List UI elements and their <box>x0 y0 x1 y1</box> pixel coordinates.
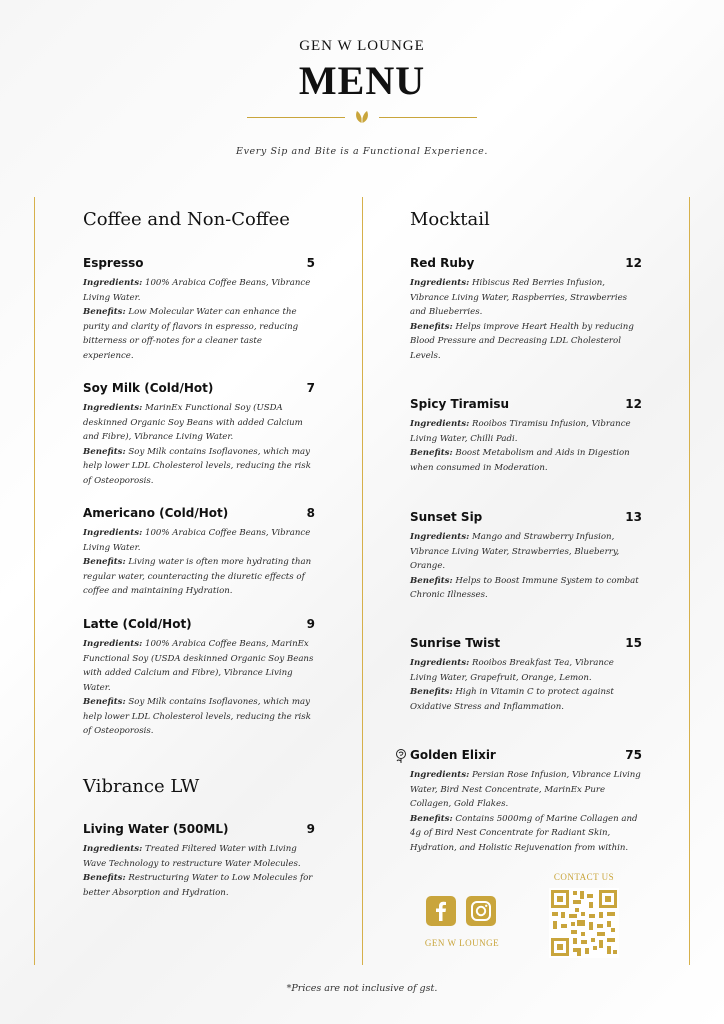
benefits-label: Benefits: <box>410 448 453 458</box>
item-price: 9 <box>306 822 315 836</box>
section-title-vibrance: Vibrance LW <box>83 776 200 797</box>
ingredients-text: 100% Arabica Coffee Beans, Vibrance Living Water. <box>83 528 311 553</box>
leaf-icon <box>352 109 372 125</box>
brand-name: GEN W LOUNGE <box>299 38 425 54</box>
benefits-label: Benefits: <box>83 446 126 457</box>
divider-center <box>362 197 363 965</box>
item-price: 13 <box>625 510 642 524</box>
divider-left <box>34 197 35 965</box>
ingredients-text: MarinEx Functional Soy (USDA deskinned Organic Soy Beans with added Calcium and Fibre), Vibrance Living Water. <box>83 403 303 442</box>
menu-item <box>410 748 642 855</box>
benefits-text: Restructuring Water to Low Molecules for better Absorption and Hydration. <box>83 873 313 898</box>
item-description <box>410 530 642 603</box>
menu-item <box>83 506 315 599</box>
benefits-label: Benefits: <box>83 557 126 567</box>
ingredients-label: Ingredients: <box>410 658 470 668</box>
benefits-label: Benefits: <box>83 873 126 883</box>
item-name: Red Ruby <box>410 256 475 270</box>
item-price: 12 <box>625 256 642 270</box>
item-description <box>83 637 315 739</box>
item-description <box>83 842 315 900</box>
divider-right <box>689 197 690 965</box>
section-title-mocktail: Mocktail <box>410 209 490 230</box>
tagline: Every Sip and Bite is a Functional Experience. <box>236 146 488 157</box>
facebook-icon[interactable] <box>426 896 456 926</box>
ingredients-label: Ingredients: <box>83 844 143 854</box>
benefits-label: Benefits: <box>410 687 453 697</box>
benefits-label: Benefits: <box>410 813 453 824</box>
ingredients-text: Persian Rose Infusion, Vibrance Living Water, Bird Nest Concentrate, MarinEx Pure Collagen, Gold Flakes. <box>410 770 641 809</box>
benefits-label: Benefits: <box>410 321 453 332</box>
item-description <box>83 526 315 599</box>
item-description <box>83 276 315 363</box>
benefits-text: Soy Milk contains Isoflavones, which may help lower LDL Cholesterol levels, reducing the risk of Osteoporosis. <box>83 446 311 486</box>
item-name: Americano (Cold/Hot) <box>83 506 229 520</box>
item-price: 12 <box>625 397 642 411</box>
footnote: *Prices are not inclusive of gst. <box>286 983 438 994</box>
benefits-label: Benefits: <box>83 307 126 317</box>
benefits-label: Benefits: <box>83 697 126 707</box>
ingredients-label: Ingredients: <box>83 278 143 288</box>
item-price: 15 <box>625 636 642 650</box>
item-name: Soy Milk (Cold/Hot) <box>83 381 214 395</box>
item-name: Sunrise Twist <box>410 636 501 650</box>
ingredients-text: 100% Arabica Coffee Beans, Vibrance Living Water. <box>83 278 311 303</box>
footer-brand: GEN W LOUNGE <box>424 938 500 948</box>
ingredients-label: Ingredients: <box>83 528 143 538</box>
benefits-text: Contains 5000mg of Marine Collagen and 4g of Bird Nest Concentrate for Radiant Skin, Hydration, and Holistic Rejuvenation from within. <box>410 813 638 853</box>
item-name: Living Water (500ML) <box>83 822 229 836</box>
benefits-text: High in Vitamin C to protect against Oxidative Stress and Inflammation. <box>410 687 614 712</box>
qr-code[interactable] <box>549 888 619 958</box>
benefits-text: Soy Milk contains Isoflavones, which may help lower LDL Cholesterol levels, reducing the risk of Osteoporosis. <box>83 697 311 736</box>
menu-item <box>410 256 642 363</box>
benefits-text: Helps improve Heart Health by reducing Blood Pressure and Decreasing LDL Cholesterol Levels. <box>410 321 634 361</box>
ingredients-label: Ingredients: <box>410 770 470 780</box>
item-description <box>410 417 642 475</box>
item-price: 8 <box>306 506 315 520</box>
benefits-text: Helps to Boost Immune System to combat Chronic Illnesses. <box>410 575 639 600</box>
page-title: MENU <box>298 58 426 103</box>
item-name: Golden Elixir <box>410 748 496 762</box>
benefits-label: Benefits: <box>410 575 453 586</box>
item-description <box>83 401 315 488</box>
ingredients-label: Ingredients: <box>410 419 470 429</box>
ingredients-text: Rooibos Breakfast Tea, Vibrance Living Water, Grapefruit, Orange, Lemon. <box>410 658 614 683</box>
section-title-coffee: Coffee and Non-Coffee <box>83 209 290 230</box>
item-price: 9 <box>306 617 315 631</box>
rose-icon <box>394 748 408 764</box>
item-description <box>410 276 642 363</box>
ingredients-label: Ingredients: <box>83 639 143 649</box>
menu-item <box>410 397 642 475</box>
menu-item <box>83 617 315 739</box>
menu-header <box>0 38 724 125</box>
menu-item <box>410 510 642 603</box>
instagram-icon[interactable] <box>466 896 496 926</box>
item-name: Espresso <box>83 256 144 270</box>
item-name: Latte (Cold/Hot) <box>83 617 192 631</box>
ingredients-text: 100% Arabica Coffee Beans, MarinEx Functional Soy (USDA deskinned Organic Soy Beans with added Calcium and Fibre), Vibrance Living Water. <box>83 639 314 693</box>
item-name: Spicy Tiramisu <box>410 397 510 411</box>
item-price: 5 <box>306 256 315 270</box>
benefits-text: Boost Metabolism and Aids in Digestion when consumed in Moderation. <box>410 448 630 473</box>
menu-item <box>83 822 315 900</box>
menu-item <box>83 256 315 363</box>
menu-item <box>410 636 642 714</box>
ingredients-text: Rooibos Tiramisu Infusion, Vibrance Living Water, Chilli Padi. <box>410 419 631 444</box>
ingredients-label: Ingredients: <box>410 532 470 542</box>
item-name: Sunset Sip <box>410 510 483 524</box>
social-links <box>426 896 496 926</box>
item-price: 7 <box>306 381 315 395</box>
ingredients-text: Mango and Strawberry Infusion, Vibrance Living Water, Strawberries, Blueberry, Orange. <box>410 532 620 571</box>
contact-label: CONTACT US <box>553 872 615 882</box>
ingredients-label: Ingredients: <box>83 403 143 413</box>
title-ornament <box>247 109 477 125</box>
benefits-text: Living water is often more hydrating than regular water, counteracting the diuretic effects of coffee and maintaining Hydration. <box>83 557 312 596</box>
item-price: 75 <box>625 748 642 762</box>
benefits-text: Low Molecular Water can enhance the purity and clarity of flavors in espresso, reducing bitterness or off-notes for a cleaner taste experience. <box>83 307 299 361</box>
item-description <box>410 768 642 855</box>
ingredients-label: Ingredients: <box>410 278 470 288</box>
ingredients-text: Treated Filtered Water with Living Wave Technology to restructure Water Molecules. <box>83 844 301 869</box>
item-description <box>410 656 642 714</box>
ingredients-text: Hibiscus Red Berries Infusion, Vibrance Living Water, Raspberries, Strawberries and Blueberries. <box>410 278 628 317</box>
menu-item <box>83 381 315 488</box>
